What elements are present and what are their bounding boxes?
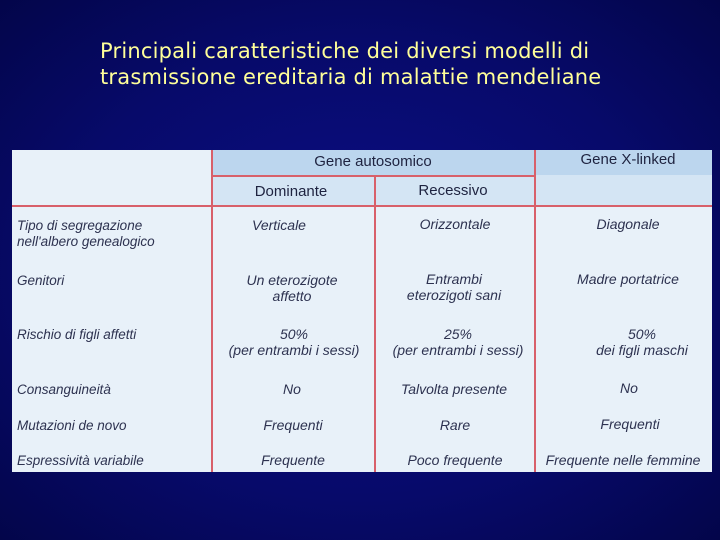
- column-divider: [211, 150, 213, 472]
- table-cell: Un eterozigote affetto: [246, 272, 338, 304]
- column-divider: [534, 150, 536, 472]
- table-cell: Frequenti: [263, 417, 323, 433]
- table-cell: Orizzontale: [419, 216, 491, 232]
- row-label: Consanguineità: [17, 382, 111, 397]
- header-gene-x-linked: Gene X-linked: [580, 151, 676, 168]
- subheader-dominante: Dominante: [254, 183, 328, 200]
- row-label: Tipo di segregazione nell'albero genealogico: [17, 218, 155, 249]
- slide-title-line-2: trasmissione ereditaria di malattie mendeliane: [100, 65, 602, 89]
- table-cell: Entrambi eterozigoti sani: [406, 271, 502, 303]
- table-cell: No: [283, 381, 301, 397]
- row-label: Espressività variabile: [17, 453, 144, 468]
- row-divider: [12, 205, 712, 207]
- table-cell: Poco frequente: [407, 452, 503, 468]
- table-cell: Frequente: [261, 452, 325, 468]
- slide-title: [100, 38, 700, 90]
- table-cell: Verticale: [252, 217, 306, 233]
- table-cell: Frequente nelle femmine: [545, 452, 701, 468]
- table-cell: 50% dei figli maschi: [596, 326, 688, 358]
- row-label: Rischio di figli affetti: [17, 327, 137, 342]
- subheader-recessivo: Recessivo: [418, 182, 488, 199]
- table-cell: Madre portatrice: [577, 271, 679, 287]
- table-cell: Talvolta presente: [400, 381, 508, 397]
- table-cell: Diagonale: [596, 216, 660, 232]
- table-cell: Frequenti: [600, 416, 660, 432]
- row-label: Mutazioni de novo: [17, 418, 127, 433]
- row-label: Genitori: [17, 273, 65, 288]
- inheritance-table: [12, 150, 712, 472]
- table-cell: 50% (per entrambi i sessi): [228, 326, 360, 358]
- column-divider: [374, 175, 376, 472]
- table-cell: No: [620, 380, 638, 396]
- table-cell: Rare: [439, 417, 471, 433]
- slide-title-line-1: Principali caratteristiche dei diversi modelli di: [100, 39, 590, 63]
- header-gene-autosomico: Gene autosomico: [314, 153, 432, 170]
- table-cell: 25% (per entrambi i sessi): [392, 326, 524, 358]
- row-divider: [212, 175, 534, 177]
